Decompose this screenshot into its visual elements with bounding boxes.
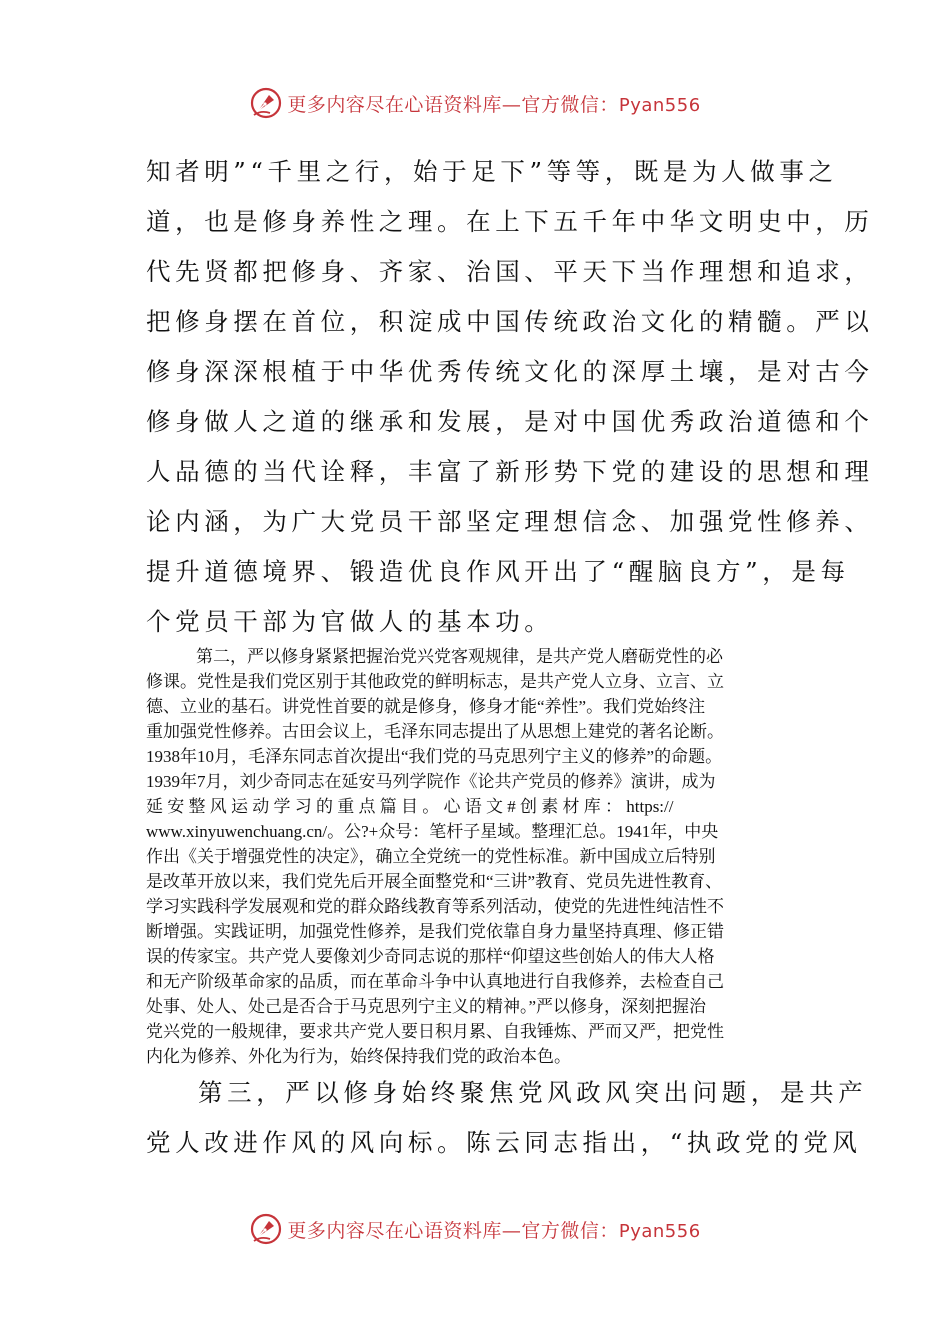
watermark-handle: Pyan556 <box>618 94 701 116</box>
paragraph-line: 德、立业的基石。讲党性首要的就是修身，修身才能“养性”。我们党始终注 <box>146 697 706 716</box>
footer-watermark <box>0 1212 950 1246</box>
paragraph-line: 知者明”“千里之行，始于足下”等等，既是为人做事之 <box>146 157 838 186</box>
paragraph-line: 个党员干部为官做人的基本功。 <box>146 607 554 636</box>
paragraph-line: 把修身摆在首位，积淀成中国传统政治文化的精髓。严以 <box>146 307 874 336</box>
paragraph-line: 提升道德境界、锻造优良作风开出了“醒脑良方”，是每 <box>146 557 850 586</box>
paragraph-line: 和无产阶级革命家的品质，而在革命斗争中认真地进行自我修养，去检查自己 <box>146 972 724 991</box>
paragraph-line: 党人改进作风的风向标。陈云同志指出，“执政党的党风 <box>146 1128 862 1157</box>
watermark-text: 更多内容尽在心语资料库—官方微信：Pyan556 <box>287 1219 701 1242</box>
paragraph-line: 修身做人之道的继承和发展，是对中国优秀政治道德和个 <box>146 407 874 436</box>
pen-nib-logo-icon <box>249 86 283 120</box>
watermark-text: 更多内容尽在心语资料库—官方微信：Pyan556 <box>287 93 701 116</box>
paragraph-line: 论内涵，为广大党员干部坚定理想信念、加强党性修养、 <box>146 507 874 536</box>
paragraph-line: 道，也是修身养性之理。在上下五千年中华文明史中，历 <box>146 207 874 236</box>
paragraph-line: 处事、处人、处己是否合于马克思列宁主义的精神。”严以修身，深刻把握治 <box>146 997 707 1016</box>
paragraph-line: 1938年10月，毛泽东同志首次提出“我们党的马克思列宁主义的修养”的命题。 <box>146 747 723 766</box>
paragraph-line: 修身深深根植于中华优秀传统文化的深厚土壤，是对古今 <box>146 357 874 386</box>
paragraph-line: 修课。党性是我们党区别于其他政党的鲜明标志，是共产党人立身、立言、立 <box>146 672 724 691</box>
paragraph-line: 内化为修养、外化为行为，始终保持我们党的政治本色。 <box>146 1047 571 1066</box>
paragraph-line: 作出《关于增强党性的决定》，确立全党统一的党性标准。新中国成立后特别 <box>146 847 716 866</box>
paragraph-line: 误的传家宝。共产党人要像刘少奇同志说的那样“仰望这些创始人的伟大人格 <box>146 947 715 966</box>
paragraph-line: 延 安 整 风 运 动 学 习 的 重 点 篇 目 。 心 语 文 # 创 素 材 库 ： https:// <box>146 797 674 816</box>
paragraph-line: 第三，严以修身始终聚焦党风政风突出问题，是共产 <box>198 1078 868 1107</box>
paragraph-line: 第二，严以修身紧紧把握治党兴党客观规律，是共产党人磨砺党性的必 <box>196 647 723 666</box>
paragraph-line: 代先贤都把修身、齐家、治国、平天下当作理想和追求， <box>146 257 874 286</box>
paragraph-line: 重加强党性修养。古田会议上，毛泽东同志提出了从思想上建党的著名论断。 <box>146 722 724 741</box>
header-watermark <box>0 86 950 120</box>
paragraph-line: 学习实践科学发展观和党的群众路线教育等系列活动，使党的先进性纯洁性不 <box>146 897 724 916</box>
paragraph-line: 人品德的当代诠释，丰富了新形势下党的建设的思想和理 <box>146 457 874 486</box>
paragraph-line: 1939年7月，刘少奇同志在延安马列学院作《论共产党员的修养》演讲，成为 <box>146 772 716 791</box>
pen-nib-logo-icon <box>249 1212 283 1246</box>
watermark-handle: Pyan556 <box>618 1220 701 1242</box>
paragraph-line: 是改革开放以来，我们党先后开展全面整党和“三讲”教育、党员先进性教育、 <box>146 872 723 891</box>
paragraph-line: 党兴党的一般规律，要求共产党人要日积月累、自我锤炼、严而又严，把党性 <box>146 1022 724 1041</box>
paragraph-line: www.xinyuwenchuang.cn/。公?+众号：笔杆子星域。整理汇总。1941年，中央 <box>146 822 719 841</box>
paragraph-line: 断增强。实践证明，加强党性修养，是我们党依靠自身力量坚持真理、修正错 <box>146 922 724 941</box>
